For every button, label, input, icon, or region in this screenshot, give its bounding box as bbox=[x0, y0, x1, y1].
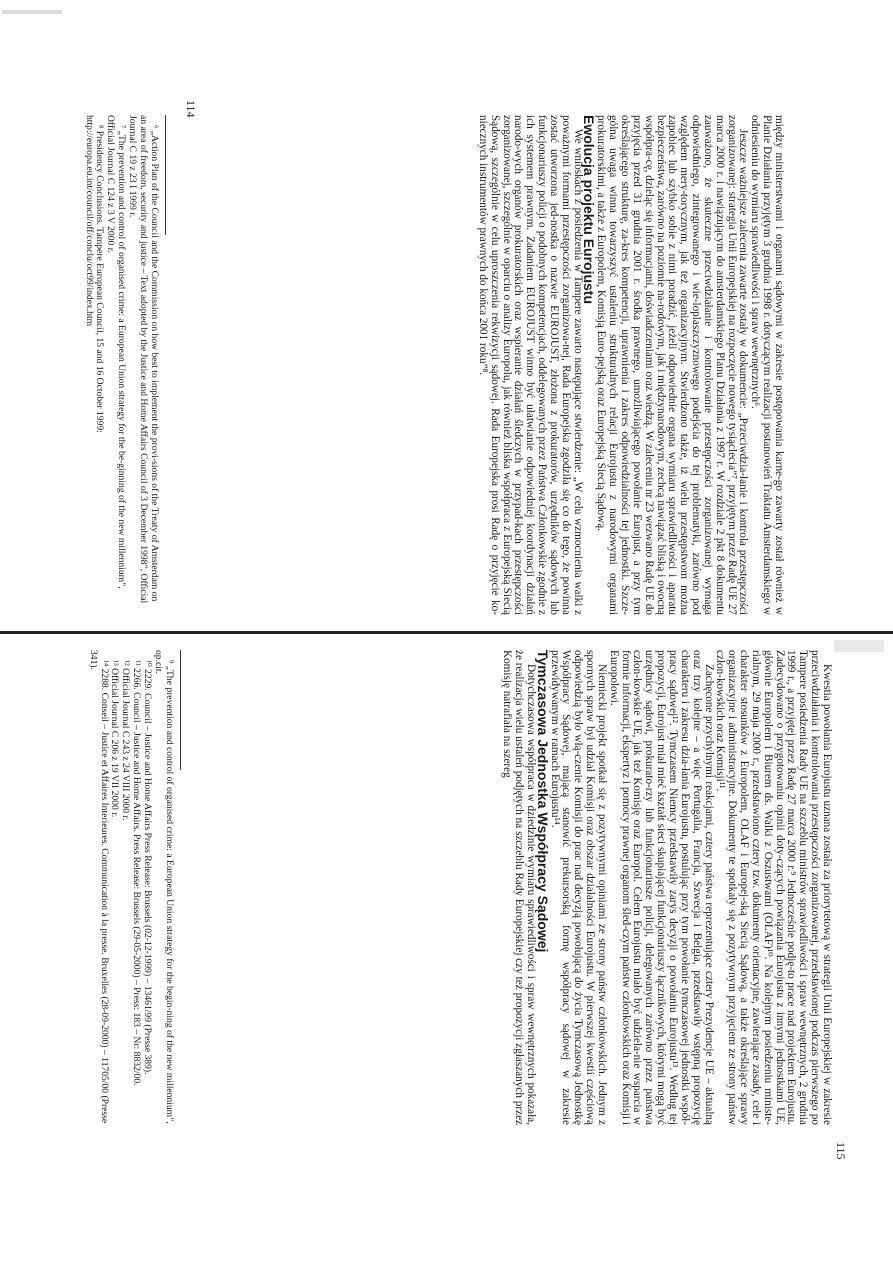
footnote: ⁸ Presidency Conclusions. Tampere European Council, 15 and 16 October 1999: http://europa.eu.int/council/off/conclu/oct99/index.htm bbox=[83, 115, 106, 433]
scan-artifact bbox=[834, 640, 884, 652]
paragraph: We wnioskach z posiedzenia w Tampere zawarto następujące stwierdzenie: „W celu wzmocnienia walki z poważnymi formami przestępczości zorganizowa-nej, Rada Europejska zgodziła się co do tego, że powinna zostać utworzona jed-nostka o nazwie EUROJUST, złożona z prokuratorów, urzędników sądowych lub funkcjonariuszy policji o podobnych kompetencjach, oddelegowanych przez Państwa Członkowskie zgodnie z ich systemem prawnym. Zadaniem EUROJUST winno być ułatwianie odpowiedniej koordynacji działań narodo-wych organów prokuratorskich oraz wspieranie działań śledczych w przypad-kach przestępczości zorganizowanej, szczególnie w oparciu o analizy Europolu, jak również bliska współpraca z Europejską Siecią Sądową, szczególnie w celu uproszczenia rekwizycji sądowej. Rada Europejska prosi Radę o przyjęcie ko-niecznych instrumentów prawnych do końca 2001 roku”⁸. bbox=[476, 115, 584, 615]
footnote: ¹⁴ 2288. Conseil – Justice et Affaires Interieures. Communication à la presse. Bruxelles (28-09-2000) – 11705/00 (Presse 341). bbox=[87, 650, 110, 1124]
footnote: ⁶ „Action Plan of the Council and the Commission on how best to implement the provi-sions of the Treaty of Amsterdam on an area of freedom, security and justice – Text adopted by the Justice and Home Affairs Council of 3 December 1998”, Official Journal C 19 z 23 I 1999 r. bbox=[127, 115, 160, 604]
paragraph: między ministerstwami i organami sądowymi w zakresie postępowania karne-go zawarty został również w Planie Działania przyjętym 3 grudnia 1998 r. dotyczącym realizacji postanowień Traktatu Amsterdamskiego w odniesieniu do wymiaru sprawiedliwości i spraw wewnętrznych⁶. bbox=[749, 115, 785, 615]
paragraph: Jeszcze ważniejsze zalecenia zawarte zostały w dokumencie: „Przeciwdzia-łanie i kontrola przestępczości zorganizowanej: strategia Unii Europejskiej na rozpoczęcie nowego tysiąclecia”⁷, przyjętym przez Radę UE 27 marca 2000 r. i nawiązującym do amsterdamskiego Planu Działania z 1997 r. W rozdziale 2 pkt 8 dokumentu zauważono, że skuteczne przeciwdziałanie i kontrolowanie przestępczości zorganizowanej wymaga odpowiedniego, zintegrowanego i wie-loplaszczyznowego podejścia do tej problematyki, zarówno pod względem mery-torycznym, jak też organizacyjnym. Stwierdzono także, iż wielu przestępstwom można zapobiec lub szybko sobie z nimi poradzić, jeżeli odpowiednie organa wymiaru sprawiedliwości i aparatu bezpieczeństwa, zarówno na poziomie na-rodowym, jak i międzynarodowym, zechcą nawiązać bliską i owocną współpra-cę, dzieląc się informacjami, doświadczeniami oraz wiedzą. W zaleceniu nr 23 wezwano Radę UE do przyjęcia przed 31 grudnia 2001 r. środka prawnego, umożliwiającego powołanie Eurojust, a przy tym określającego strukturę, za-kres kompetencji, uprawnienia i zakres odpowiedzialności tej jednostki. Szcze-gólna uwaga winna towarzyszyć ustaleniu strukturalnych relacji Eurojustu z narodowymi organami prokuratorskimi, a także z Europolem, Komisją Euro-pejską oraz Europejską Siecią Sądową. bbox=[595, 115, 750, 615]
footnote: ⁷ „The prevention and control of organised crime: a European Union strategy for the be-ginning of the new millennium”, Official Journal C 124 z 3 V 2000 r. bbox=[105, 115, 128, 589]
right-page-footnotes bbox=[87, 650, 185, 1125]
right-page-number: 115 bbox=[834, 1142, 848, 1160]
paragraph: Kwestia powołania Eurojustu uznana została za priorytetową w strategii Unii Europejskiej w zakresie przeciwdziałania i kontrolowania przestępczości zorganizowanej, przedstawionej podczas pierwszego po Tampere posiedzenia Rady UE na szczeblu ministrów sprawiedliwości i spraw wewnętrznych, 2 grudnia 1999 r., a przyjętej przez Radę 27 marca 2000 r.⁹ Jednocześnie podję-to prace nad projektem Eurojustu. Zadecydowano o przygotowaniu opinii doty-czących powiązania Eurojustu z innymi jednostkami UE, głównie Europolem i Biurem ds. Walki z Oszustwami (OLAF)¹⁰. Na kolejnym posiedzeniu ministe-rialnym, 29 maja 2000 r., przedstawiono cztery tzw. dokumenty orientacyjne, zawierające zasady, cele i charakter stosunków z Europolem, OLAF i Europej-ską Siecią Sądową, a także określające sprawy organizacyjne i administracyjne. Dokumenty te spotkały się z pozytywnym przyjęciem ze strony państw człon-kowskich oraz Komisji¹¹. bbox=[714, 650, 833, 1125]
paragraph: Zachęcone przychylnymi reakcjami, cztery państwa reprezentujące cztery Prezydencje UE – aktualną oraz trzy kolejne – a więc Portugalia, Francja, Szwecja i Belgia, przedstawiły wstępną propozycję charakteru i zakresu dzia-łania Eurojustu, postulując przy tym powołanie tymczasowej jednostki współ-pracy sądowej¹². Tymczasem Niemcy przedstawiły zarys decyzji o powołaniu Eurojustu¹³. Według tej propozycji, Eurojust miał mieć kształt sieci skupiającej funkcjonariuszy łącznikowych, którymi mogą być urzędnicy sądowi, prokurato-rzy lub funkcjonariusze policji, delegowanych zarówno przez państwa człon-kowskie UE, jak też Komisję oraz Europol. Celem Eurojustu miało być udziela-nie wsparcia w formie informacji, ekspertyz i pomocy prawnej organom śled-czym państw członkowskich oraz Komisji i Europolowi. bbox=[607, 650, 715, 1125]
footnote-rule bbox=[180, 650, 181, 770]
paragraph: Dotychczasowa współpraca w dziedzinie wymiaru sprawiedliwości i spraw wewnętrznych pokazała, że realizacja wielu ustaleń podjętych na szczeblu Rady Europejskiej czy też propozycji zgłaszanych przez Komisję natrafiała na szereg bbox=[501, 650, 537, 1125]
footnote: ⁹ „The prevention and control of organised crime: a European Union strategy for the begin-ning of the new millennium”, op.cit. bbox=[153, 650, 175, 1124]
footnote: ¹¹ 2266. Council – Justice and Home Affairs. Press Release: Brussels (29-05-2000) – Press: 183 – Nr: 8832/00. bbox=[131, 660, 143, 1086]
section-heading: Tymczasowa Jednostka Współpracy Sądowej bbox=[534, 650, 551, 953]
page-gutter bbox=[0, 631, 893, 634]
left-page-footnotes bbox=[83, 115, 170, 610]
right-page-body bbox=[500, 650, 832, 1125]
footnote: ¹³ Official Journal C 206 z 19 VII 2000 r. bbox=[109, 660, 121, 818]
footnote: ¹² Official Journal C 243 z 24 VIII 2000 r. bbox=[120, 660, 132, 821]
footnote-rule bbox=[165, 115, 166, 235]
left-page-body bbox=[476, 115, 784, 615]
scan-artifact bbox=[2, 10, 62, 14]
paragraph: Niemiecki projekt spotkał się z pozytywnymi opiniami ze strony państw członkowskich. Jednym z spornych spraw był udział Komisji oraz obszar działalności Eurojustu. W pierwszej kwestii częściową odpowiedzią było włą-czenie Komisji do prac nad decyzją powołującą do życia Tymczasową Jednostkę Współpracy Sądowej, mającą stanowić prekursorską formę współpracy sądowej w zakresie przewidywanym w ramach Eurojustu¹⁴. bbox=[548, 650, 608, 1125]
left-page-number: 114 bbox=[184, 100, 198, 118]
section-heading: Ewolucja projektu Eurojustu bbox=[581, 115, 598, 305]
footnote: ¹⁰ 2229. Council – Justice and Home Affairs Press Release: Brussels (02-12-1999) – 13461/99 (Presse 389). bbox=[142, 660, 154, 1075]
